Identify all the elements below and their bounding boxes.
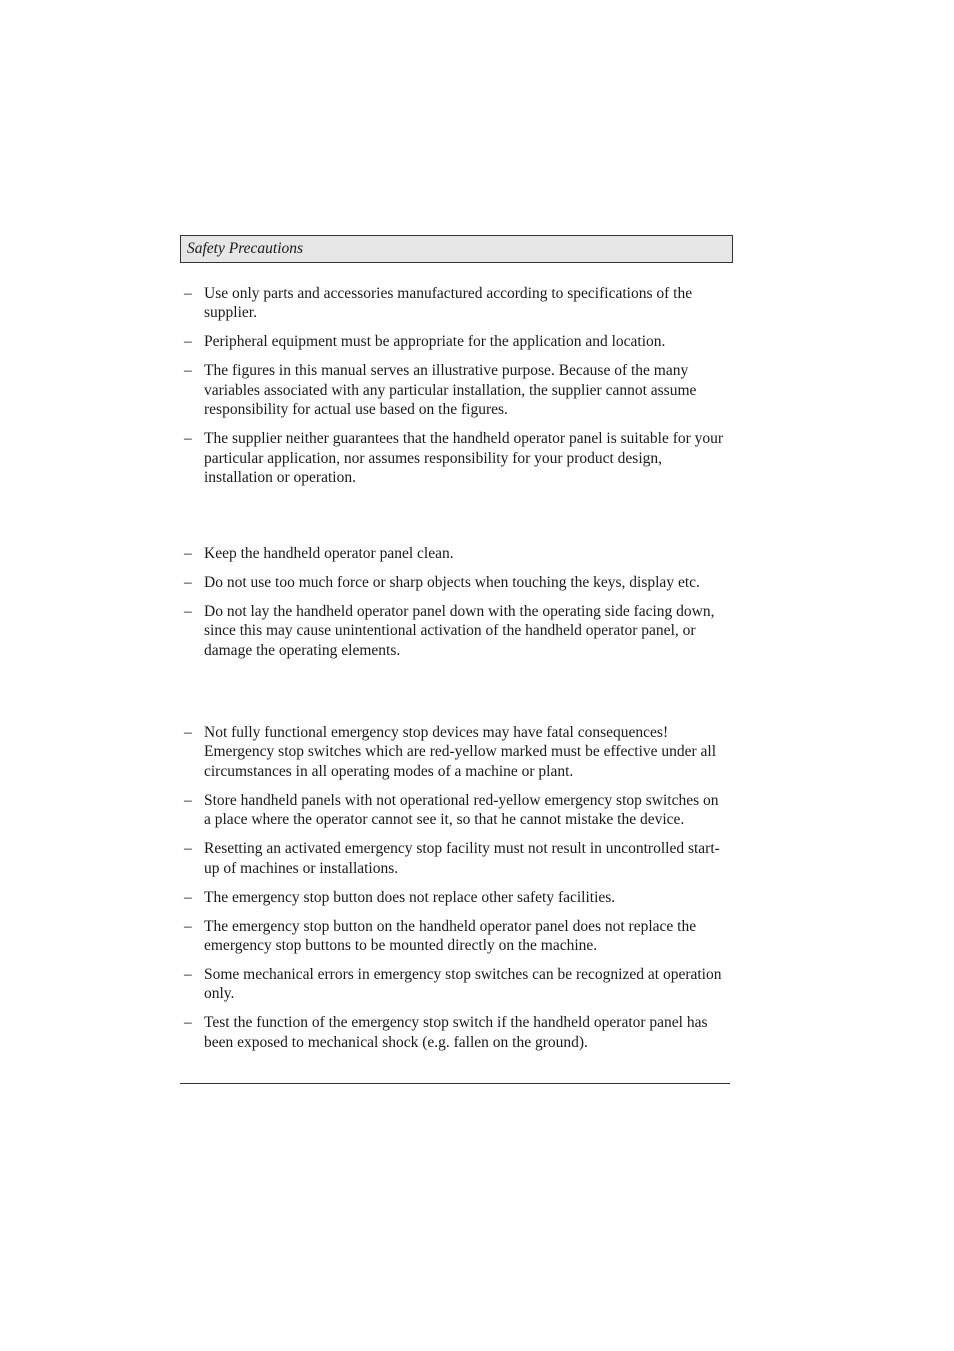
dash-bullet: – xyxy=(184,791,192,809)
list-item xyxy=(184,361,724,419)
section-header-bar xyxy=(180,235,733,263)
list-item-text: Store handheld panels with not operational red-yellow emergency stop switches on a place where the operator cannot see it, so that he cannot mistake the device. xyxy=(204,791,719,829)
list-item-text: Not fully functional emergency stop devices may have fatal consequences! Emergency stop switches which are red-yellow marked must be effective under all circumstances in all operating modes of a machine or plant. xyxy=(204,724,717,780)
dash-bullet: – xyxy=(184,888,192,906)
dash-bullet: – xyxy=(184,333,192,351)
list-item-text: The emergency stop button on the handheld operator panel does not replace the emergency stop buttons to be mounted directly on the machine. xyxy=(204,917,697,955)
list-item-text: The supplier neither guarantees that the handheld operator panel is suitable for your particular application, nor assumes responsibility for your product design, installation or operation. xyxy=(204,430,724,487)
dash-bullet: – xyxy=(184,966,192,984)
list-item xyxy=(184,602,724,660)
dash-bullet: – xyxy=(184,430,192,448)
list-item-text: Do not use too much force or sharp objects when touching the keys, display etc. xyxy=(204,574,700,591)
dash-bullet: – xyxy=(184,1014,192,1032)
list-item-text: The emergency stop button does not replace other safety facilities. xyxy=(204,888,616,906)
list-item-text: Peripheral equipment must be appropriate for the application and location. xyxy=(204,333,666,351)
list-item xyxy=(184,332,724,351)
dash-bullet: – xyxy=(184,362,192,380)
list-item xyxy=(184,791,724,830)
handling-precautions-list xyxy=(184,544,724,670)
emergency-stop-precautions-list xyxy=(184,723,724,1062)
list-item-text: Resetting an activated emergency stop facility must not result in uncontrolled start-up of machines or installations. xyxy=(204,840,720,877)
page-header-title: Safety Precautions xyxy=(187,240,304,257)
list-item xyxy=(184,284,724,323)
list-item xyxy=(184,917,724,956)
list-item xyxy=(184,965,724,1004)
dash-bullet: – xyxy=(184,603,192,620)
dash-bullet: – xyxy=(184,574,192,591)
list-item xyxy=(184,429,724,487)
list-item-text: Keep the handheld operator panel clean. xyxy=(204,545,454,562)
list-item-text: Test the function of the emergency stop switch if the handheld operator panel has been exposed to mechanical shock (e.g. fallen on the ground). xyxy=(204,1014,708,1051)
dash-bullet: – xyxy=(184,917,192,935)
list-item-text: The figures in this manual serves an illustrative purpose. Because of the many variables associated with any particular installation, the supplier cannot assume responsibility for actual use based on the figures. xyxy=(204,362,697,419)
list-item-text: Some mechanical errors in emergency stop switches can be recognized at operation only. xyxy=(204,966,722,1003)
list-item-text: Use only parts and accessories manufactured according to specifications of the supplier. xyxy=(204,285,693,322)
list-item xyxy=(184,888,724,907)
list-item xyxy=(184,573,724,592)
dash-bullet: – xyxy=(184,545,192,562)
list-item xyxy=(184,723,724,781)
list-item-text: Do not lay the handheld operator panel down with the operating side facing down, since this may cause unintentional activation of the handheld operator panel, or damage the operating elements. xyxy=(204,603,715,659)
list-item xyxy=(184,1013,724,1052)
dash-bullet: – xyxy=(184,724,192,741)
general-precautions-list xyxy=(184,284,724,497)
list-item xyxy=(184,839,724,878)
dash-bullet: – xyxy=(184,285,192,302)
footer-divider xyxy=(180,1083,730,1084)
dash-bullet: – xyxy=(184,840,192,858)
list-item xyxy=(184,544,724,563)
